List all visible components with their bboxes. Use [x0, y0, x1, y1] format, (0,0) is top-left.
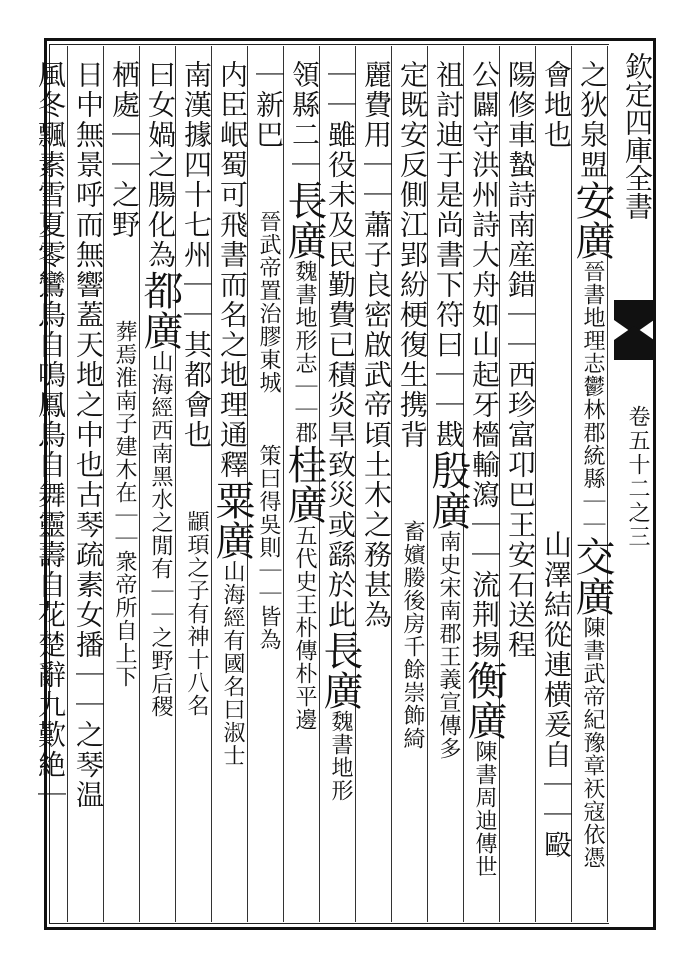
text-column-5: 祖討迪于是尚書下符曰｜｜戡殷廣南史宋南郡王義宣傳多	[425, 60, 471, 760]
book-title: 欽定四庫全書	[621, 52, 654, 220]
text-column-9: 領縣二｜長廣魏書地形志｜｜郡桂廣五代史王朴傳朴平邊	[281, 60, 327, 731]
text-column-10: ｜新巴晉武帝置治膠東城策曰得吳則｜｜皆為	[252, 60, 285, 651]
text-column-2: 會地也山澤結從連横爰自｜｜毆	[540, 60, 573, 860]
text-column-1: 之狄泉盟安廣晉書地理志鬱林郡統縣｜｜交廣陳書武帝紀豫章祆寇依憑	[569, 60, 615, 869]
text-column-11: 内臣岷蜀可飛書而名之地理通釋粟廣山海經有國名曰淑士	[209, 60, 255, 767]
text-column-15: 日中無景呼而無響蓋天地之中也古琴疏素女播｜｜之琴温	[72, 60, 105, 810]
text-column-12: 南漢據四十七州｜｜其都會也顓頊之子有神十八名	[180, 60, 213, 717]
text-column-7: 麗費用｜｜蕭子良密啟武帝頃土木之務甚為	[360, 60, 393, 630]
text-column-8: ｜｜雖役未及民勤費已積炎旱致災或繇於此長廣魏書地形	[317, 60, 363, 802]
text-column-4: 公闢守洪州詩大舟如山起牙檣輸瀉｜｜流荆揚衡廣陳書周迪傳世	[461, 60, 507, 878]
text-column-16: 風冬飄素雪夏零鸞鳥自鳴鳳鳥自舞靈壽自花楚辭九歎絶｜	[34, 60, 67, 810]
volume-label: 卷五十二之三	[625, 405, 650, 549]
text-column-14: 栖處｜｜之野葬焉淮南子建木在｜｜衆帝所自上下	[108, 60, 141, 688]
text-column-6: 定既安反側江郢紛梗復生携背畜嬪媵後房千餘崇飾綺	[396, 60, 429, 750]
text-column-13: 曰女媧之腸化為都廣山海經西南黑水之閒有｜｜之野后稷	[137, 60, 183, 718]
text-column-3: 陽修車蟄詩南産錯｜｜西珍富卭巴王安石送程	[504, 60, 537, 660]
fish-tail-mark-icon	[612, 300, 656, 360]
